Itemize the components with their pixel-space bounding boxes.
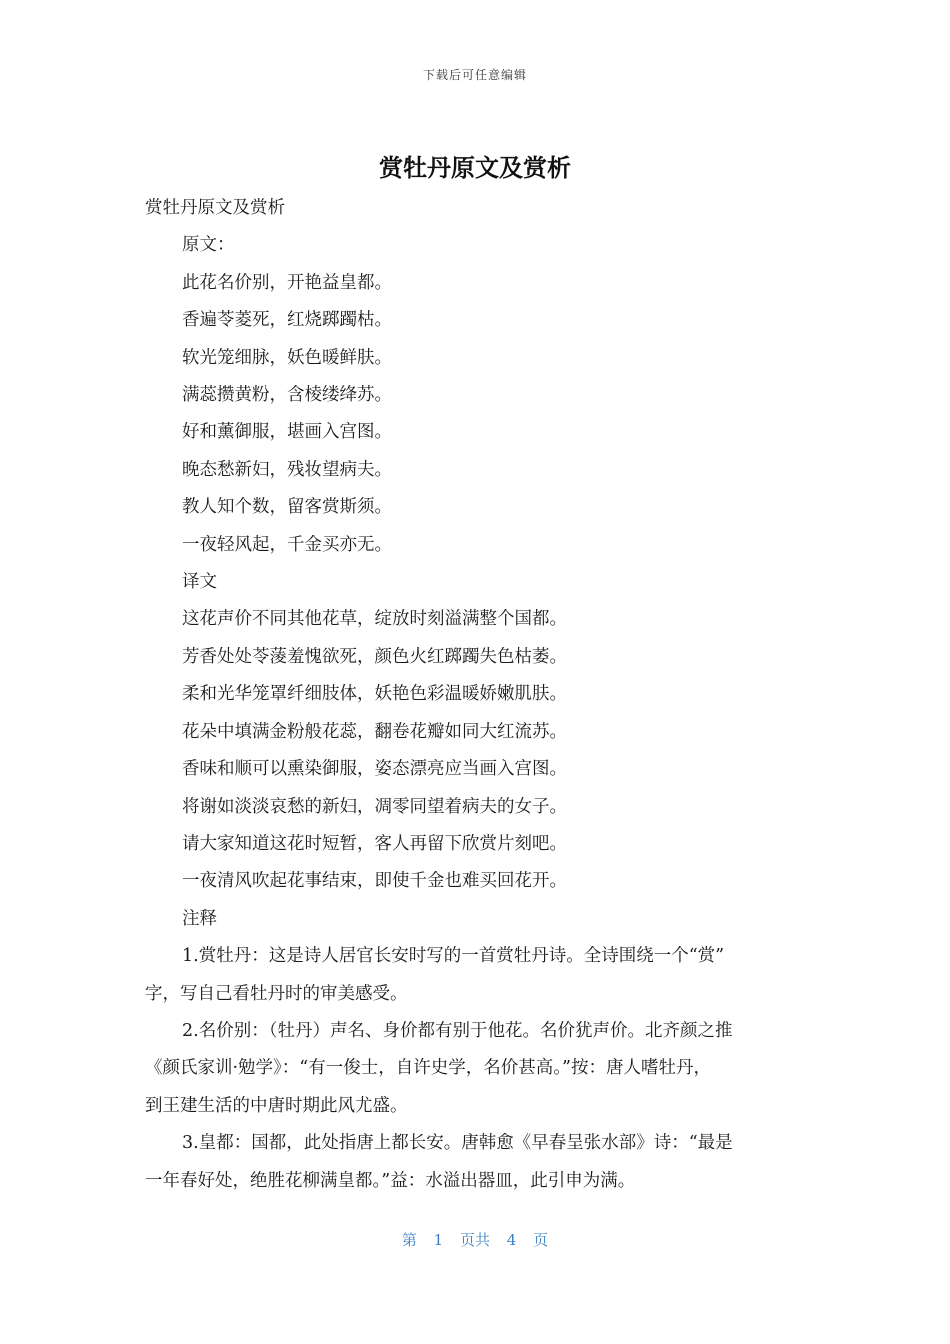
poem-line: 香遍苓菱死，红烧踯躅枯。 xyxy=(182,310,392,331)
poem-line: 此花名价别，开艳益皇都。 xyxy=(182,272,392,293)
note-1-line-2: 字，写自己看牡丹时的审美感受。 xyxy=(145,983,408,1004)
poem-line: 一夜轻风起，千金买亦无。 xyxy=(182,534,392,555)
note-2-line-1: 2.名价别：（牡丹）声名、身价都有别于他花。名价犹声价。北齐颜之推 xyxy=(182,1020,733,1041)
translation-line: 这花声价不同其他花草，绽放时刻溢满整个国都。 xyxy=(182,609,567,630)
poem-line: 软光笼细脉，妖色暖鲜肤。 xyxy=(182,347,392,368)
header-note: 下载后可任意编辑 xyxy=(422,68,527,82)
translation-line: 将谢如淡淡哀愁的新妇，凋零同望着病夫的女子。 xyxy=(182,796,567,817)
translation-line: 香味和顺可以熏染御服，姿态漂亮应当画入宫图。 xyxy=(182,759,567,780)
document-subtitle: 赏牡丹原文及赏析 xyxy=(145,198,285,218)
translation-line: 柔和光华笼罩纤细肢体，妖艳色彩温暖娇嫩肌肤。 xyxy=(182,684,567,705)
translation-line: 一夜清风吹起花事结束，即使千金也难买回花开。 xyxy=(182,871,567,892)
note-1-line-1: 1.赏牡丹：这是诗人居官长安时写的一首赏牡丹诗。全诗围绕一个“赏” xyxy=(182,946,725,967)
note-3-line-1: 3.皇都：国都，此处指唐上都长安。唐韩愈《早春呈张水部》诗：“最是 xyxy=(182,1133,733,1154)
translation-line: 花朵中填满金粉般花蕊，翻卷花瓣如同大红流苏。 xyxy=(182,721,567,742)
document-title: 赏牡丹原文及赏析 xyxy=(379,154,571,182)
page-number-footer: 第 1 页共 4 页 xyxy=(401,1231,549,1249)
translation-line: 请大家知道这花时短暂，客人再留下欣赏片刻吧。 xyxy=(182,833,567,854)
poem-line: 好和薰御服，堪画入宫图。 xyxy=(182,422,392,443)
translation-heading: 译文 xyxy=(182,572,217,593)
poem-line: 晚态愁新妇，残妆望病夫。 xyxy=(182,459,392,480)
translation-line: 芳香处处苓蔆羞愧欲死，颜色火红踯躅失色枯萎。 xyxy=(182,646,567,667)
poem-line: 满蕊攒黄粉，含棱缕绛苏。 xyxy=(182,385,392,406)
notes-heading: 注释 xyxy=(182,908,217,929)
note-2-line-2: 《颜氏家训·勉学》：“有一俊士，自许史学，名价甚高。”按：唐人嗜牡丹， xyxy=(145,1058,711,1079)
note-3-line-2: 一年春好处，绝胜花柳满皇都。”益：水溢出器皿，此引申为满。 xyxy=(145,1170,636,1191)
poem-line: 教人知个数，留客赏斯须。 xyxy=(182,497,392,518)
original-heading: 原文： xyxy=(182,235,235,256)
note-2-line-3: 到王建生活的中唐时期此风尤盛。 xyxy=(145,1095,408,1116)
document-body xyxy=(145,190,807,1200)
